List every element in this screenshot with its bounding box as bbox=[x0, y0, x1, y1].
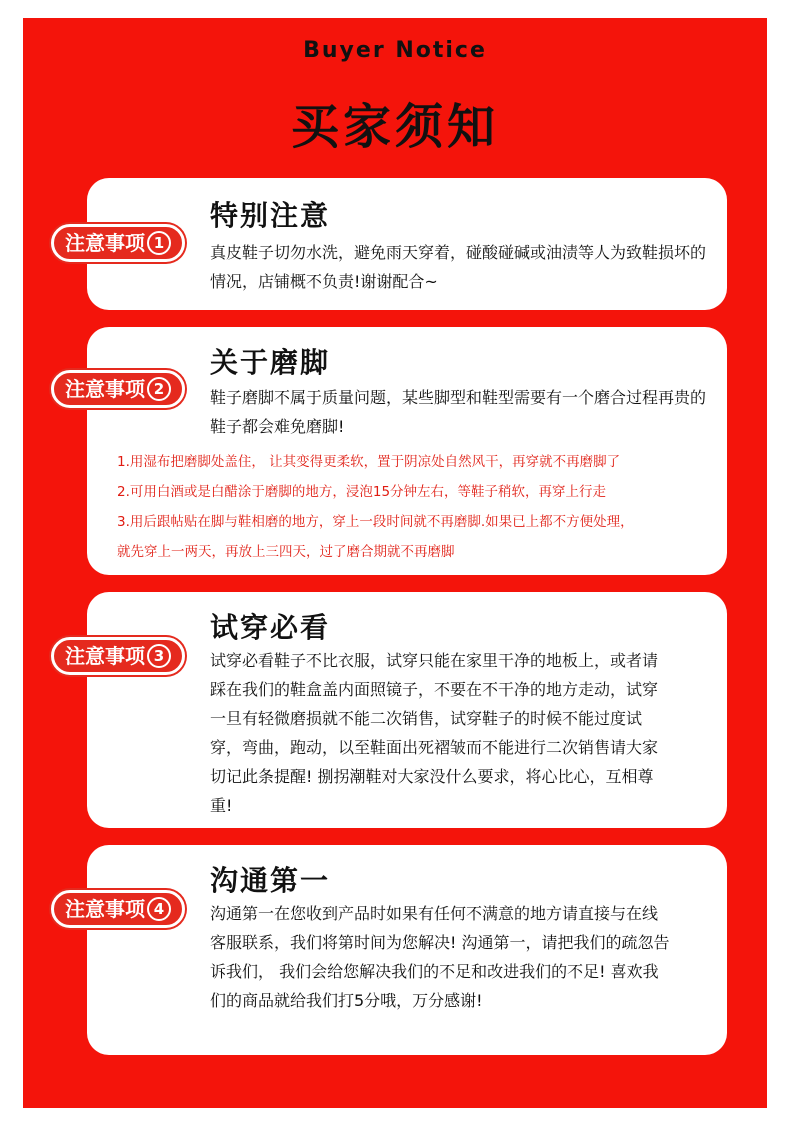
notice-card-4 bbox=[87, 845, 727, 1055]
badge-number: 4 bbox=[147, 897, 171, 921]
tip-item: 1.用湿布把磨脚处盖住， 让其变得更柔软，置于阴凉处自然风干，再穿就不再磨脚了 bbox=[117, 454, 621, 470]
notice-card-2 bbox=[87, 327, 727, 575]
card-title: 特别注意 bbox=[210, 199, 331, 232]
badge-label: 注意事项 bbox=[65, 377, 145, 401]
page-title: 买家须知 bbox=[290, 99, 499, 155]
card-body: 沟通第一在您收到产品时如果有任何不满意的地方请直接与在线客服联系，我们将第时间为您解决! 沟通第一，请把我们的疏忽告诉我们， 我们会给您解决我们的不足和改进我们的不足! 喜欢我们的商品就给我们打5分哦，万分感谢! bbox=[210, 904, 670, 1010]
badge-number: 1 bbox=[147, 231, 171, 255]
card-title: 试穿必看 bbox=[210, 611, 331, 644]
badge-label: 注意事项 bbox=[65, 231, 145, 255]
notice-badge-3 bbox=[51, 637, 185, 675]
notice-card-3 bbox=[87, 592, 727, 828]
card-body: 试穿必看鞋子不比衣服，试穿只能在家里干净的地板上，或者请踩在我们的鞋盒盖内面照镜子，不要在不干净的地方走动，试穿一旦有轻微磨损就不能二次销售，试穿鞋子的时候不能过度试穿，弯曲，跑动，以至鞋面出死褶皱而不能进行二次销售请大家切记此条提醒! 捌拐潮鞋对大家没什么要求，将心比心，互相尊重! bbox=[210, 651, 659, 815]
tip-item: 3.用后跟帖贴在脚与鞋相磨的地方，穿上一段时间就不再磨脚.如果已上都不方便处理， bbox=[117, 514, 634, 530]
tip-item: 就先穿上一两天，再放上三四天，过了磨合期就不再磨脚 bbox=[117, 544, 455, 560]
badge-number: 3 bbox=[147, 644, 171, 668]
badge-label: 注意事项 bbox=[65, 897, 145, 921]
notice-badge-4 bbox=[51, 890, 185, 928]
card-title: 关于磨脚 bbox=[210, 346, 331, 379]
badge-number: 2 bbox=[147, 377, 171, 401]
badge-label: 注意事项 bbox=[65, 644, 145, 668]
card-title: 沟通第一 bbox=[210, 864, 331, 897]
english-title: Buyer Notice bbox=[303, 38, 487, 63]
notice-badge-2 bbox=[51, 370, 185, 408]
card-body: 真皮鞋子切勿水洗，避免雨天穿着，碰酸碰碱或油渍等人为致鞋损坏的情况，店铺概不负责!谢谢配合~ bbox=[210, 243, 707, 291]
notice-poster bbox=[23, 18, 767, 1108]
card-body: 鞋子磨脚不属于质量问题，某些脚型和鞋型需要有一个磨合过程再贵的鞋子都会难免磨脚! bbox=[210, 388, 707, 436]
notice-badge-1 bbox=[51, 224, 185, 262]
tips-list bbox=[117, 447, 717, 567]
tip-item: 2.可用白酒或是白醋涂于磨脚的地方，浸泡15分钟左右，等鞋子稍软，再穿上行走 bbox=[117, 484, 607, 500]
